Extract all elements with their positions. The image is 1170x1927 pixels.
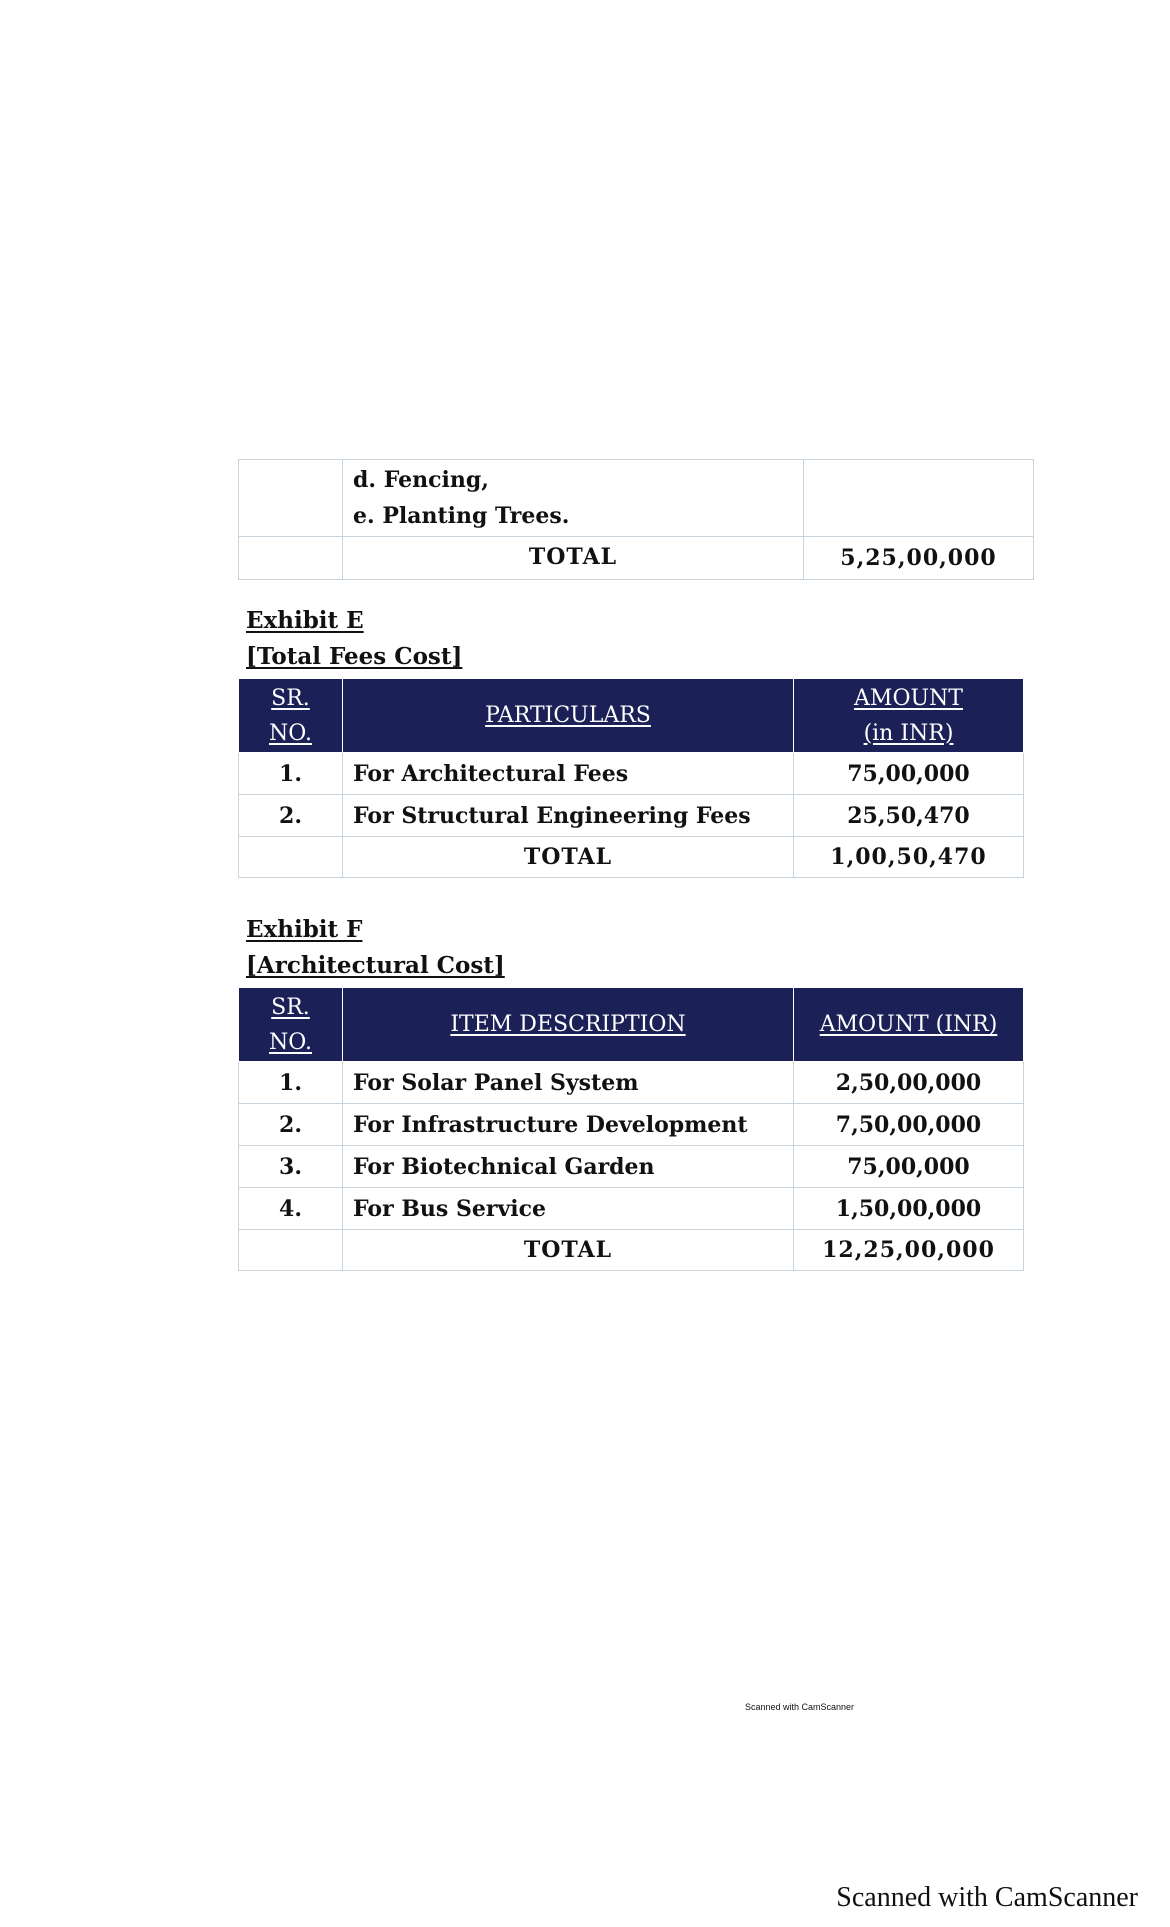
item-description: For Bus Service	[343, 1188, 794, 1230]
table-row	[239, 1146, 1024, 1188]
exhibit-f-subtitle: [Architectural Cost]	[246, 952, 505, 979]
architectural-cost-table	[238, 987, 1024, 1271]
scanner-watermark: Scanned with CamScanner	[836, 1882, 1138, 1913]
sr-no-header: SR. NO.	[239, 679, 343, 753]
item-amount: 25,50,470	[794, 795, 1024, 837]
exhibit-e-title: Exhibit E	[246, 607, 364, 634]
sr-no: 1.	[239, 753, 343, 795]
table-row	[239, 1188, 1024, 1230]
item-description: For Structural Engineering Fees	[343, 795, 794, 837]
fees-table	[238, 678, 1024, 878]
item-description: For Biotechnical Garden	[343, 1146, 794, 1188]
exhibit-f-title: Exhibit F	[246, 916, 363, 943]
item-amount: 75,00,000	[794, 1146, 1024, 1188]
item-amount: 2,50,00,000	[794, 1062, 1024, 1104]
total-amount: 1,00,50,470	[794, 837, 1024, 878]
table-row	[239, 753, 1024, 795]
exhibit-e-subtitle: [Total Fees Cost]	[246, 643, 463, 670]
total-amount: 5,25,00,000	[804, 537, 1034, 580]
total-label: TOTAL	[343, 1230, 794, 1271]
item-amount: 7,50,00,000	[794, 1104, 1024, 1146]
item-amount: 1,50,00,000	[794, 1188, 1024, 1230]
table-row	[239, 1062, 1024, 1104]
list-item: e. Planting Trees.	[353, 503, 570, 529]
list-item: d. Fencing,	[353, 467, 489, 493]
sr-no-header: SR. NO.	[239, 988, 343, 1062]
total-label: TOTAL	[343, 837, 794, 878]
total-amount: 12,25,00,000	[794, 1230, 1024, 1271]
item-amount: 75,00,000	[794, 753, 1024, 795]
scanner-watermark-small: Scanned with CamScanner	[745, 1702, 855, 1712]
sr-no: 2.	[239, 1104, 343, 1146]
sr-no: 1.	[239, 1062, 343, 1104]
item-description: For Solar Panel System	[343, 1062, 794, 1104]
sr-no: 2.	[239, 795, 343, 837]
total-label: TOTAL	[343, 537, 804, 580]
table-row	[239, 460, 1034, 537]
amount-header: AMOUNT (INR)	[794, 988, 1024, 1062]
total-row	[239, 537, 1034, 580]
sr-no: 3.	[239, 1146, 343, 1188]
table-header-row	[239, 679, 1024, 753]
item-description: For Architectural Fees	[343, 753, 794, 795]
item-description-header: ITEM DESCRIPTION	[343, 988, 794, 1062]
continuation-table	[238, 459, 1034, 580]
total-row	[239, 837, 1024, 878]
sr-no: 4.	[239, 1188, 343, 1230]
table-row	[239, 795, 1024, 837]
item-description: For Infrastructure Development	[343, 1104, 794, 1146]
amount-header: AMOUNT (in INR)	[794, 679, 1024, 753]
table-header-row	[239, 988, 1024, 1062]
particulars-header: PARTICULARS	[343, 679, 794, 753]
total-row	[239, 1230, 1024, 1271]
table-row	[239, 1104, 1024, 1146]
